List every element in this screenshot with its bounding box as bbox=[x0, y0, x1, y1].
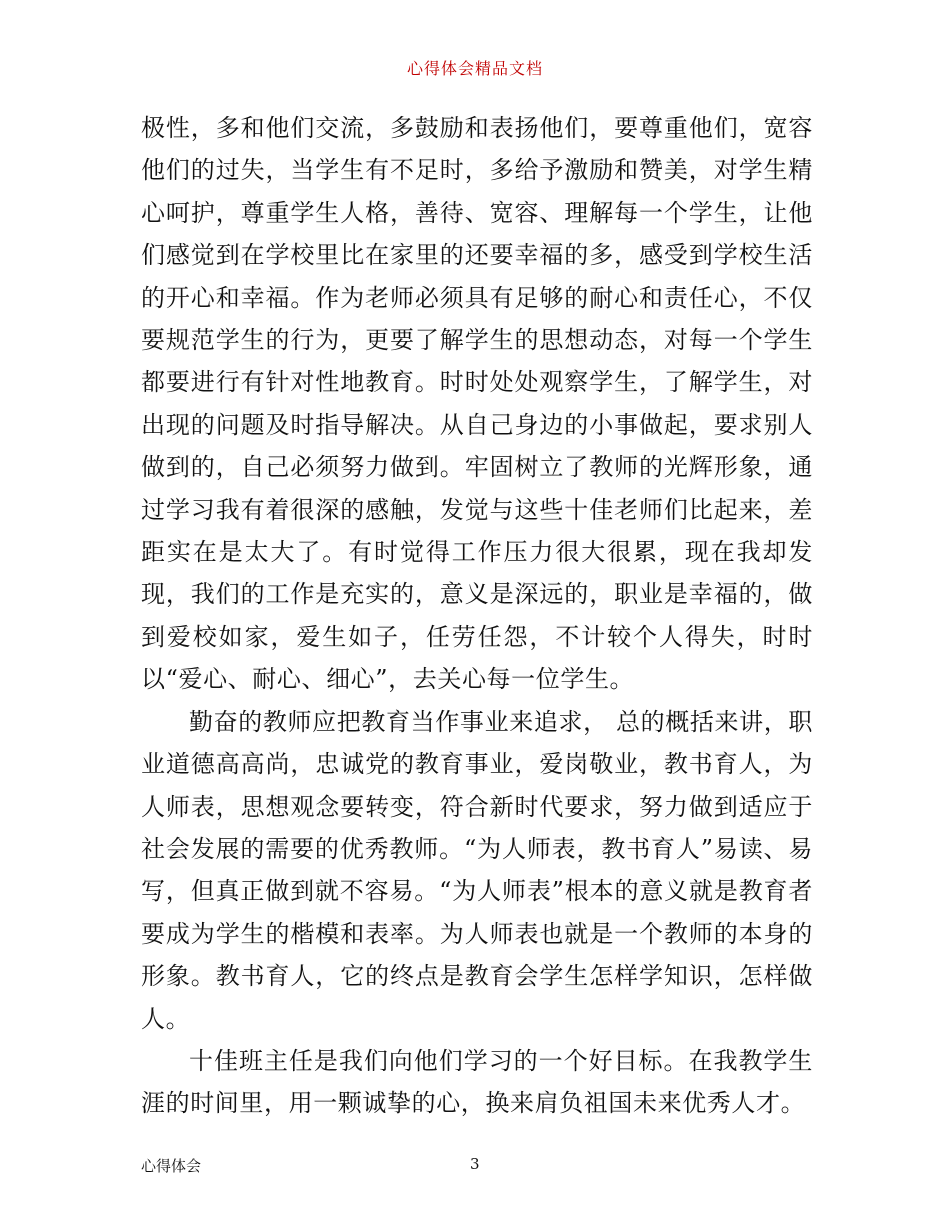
paragraph-diligent-teacher: 勤奋的教师应把教育当作事业来追求， 总的概括来讲，职业道德高高尚，忠诚党的教育事业，爱岗敬业，教书育人，为人师表，思想观念要转变，符合新时代要求，努力做到适应于社会发展的需要的优秀教师。“为人师表，教书育人”易读、易写，但真正做到就不容易。“为人师表”根本的意义就是教育者要成为学生的楷模和表率。为人师表也就是一个教师的本身的形象。教书育人，它的终点是教育会学生怎样学知识，怎样做人。 bbox=[141, 707, 813, 1033]
footer-label: 心得体会 bbox=[141, 1157, 202, 1175]
page-footer bbox=[141, 1155, 813, 1177]
page-header-title: 心得体会精品文档 bbox=[406, 59, 543, 78]
document-body bbox=[141, 107, 813, 1125]
footer-page-number: 3 bbox=[470, 1155, 480, 1173]
paragraph-top-ten-teacher: 十佳班主任是我们向他们学习的一个好目标。在我教学生涯的时间里，用一颗诚挚的心，换来肩负祖国未来优秀人才。 bbox=[141, 1046, 813, 1118]
paragraph-continued: 极性，多和他们交流，多鼓励和表扬他们，要尊重他们，宽容他们的过失，当学生有不足时，多给予激励和赞美，对学生精心呵护，尊重学生人格，善待、宽容、理解每一个学生，让他们感觉到在学校里比在家里的还要幸福的多，感受到学校生活的开心和幸福。作为老师必须具有足够的耐心和责任心，不仅要规范学生的行为，更要了解学生的思想动态，对每一个学生都要进行有针对性地教育。时时处处观察学生，了解学生，对出现的问题及时指导解决。从自己身边的小事做起，要求别人做到的，自己必须努力做到。牢固树立了教师的光辉形象，通过学习我有着很深的感触，发觉与这些十佳老师们比起来，差距实在是太大了。有时觉得工作压力很大很累，现在我却发现，我们的工作是充实的，意义是深远的，职业是幸福的，做到爱校如家，爱生如子，任劳任怨，不计较个人得失，时时以“爱心、耐心、细心”，去关心每一位学生。 bbox=[141, 114, 813, 694]
